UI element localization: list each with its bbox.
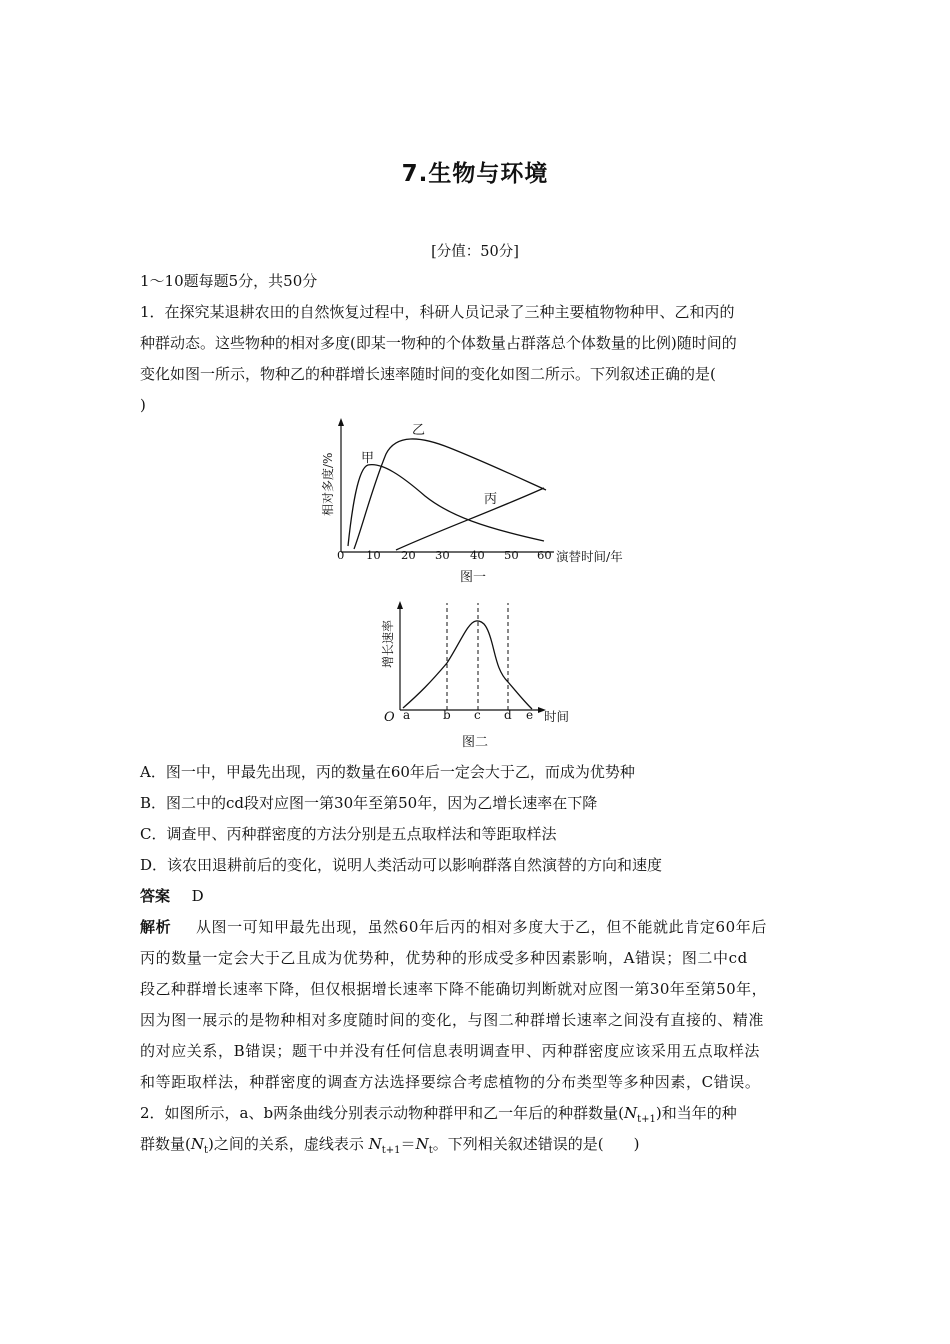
q2-sub-t: t xyxy=(203,1145,209,1156)
q2-equals: ＝ xyxy=(400,1135,416,1153)
intro-line: 1～10题每题5分，共50分 xyxy=(140,272,318,290)
q2-n-symbol: N xyxy=(623,1104,638,1122)
q1-stem-line-1: 1．在探究某退耕农田的自然恢复过程中，科研人员记录了三种主要植物物种甲、乙和丙的 xyxy=(140,303,735,321)
analysis-line-1 xyxy=(140,917,820,937)
label-jia: 甲 xyxy=(361,451,375,466)
q2-sub-t1: t+1 xyxy=(637,1114,656,1125)
score-note: [分值：50分] xyxy=(431,244,519,260)
q2-text-1a: 2．如图所示，a、b两条曲线分别表示动物种群甲和乙一年后的种群数量( xyxy=(140,1104,624,1122)
figure-1-chart xyxy=(310,418,650,590)
q1-option-d: D．该农田退耕前后的变化，说明人类活动可以影响群落自然演替的方向和速度 xyxy=(140,856,663,874)
fig2-caption: 图二 xyxy=(462,735,489,750)
point-e: e xyxy=(526,708,534,722)
q2-text-1b: )和当年的种 xyxy=(655,1104,737,1122)
fig1-xtick-30: 30 xyxy=(435,548,450,562)
fig1-xtick-0: 0 xyxy=(337,548,345,562)
q1-stem-line-2: 种群动态。这些物种的相对多度(即某一物种的个体数量占群落总个体数量的比例)随时间的 xyxy=(140,334,737,352)
fig1-xtick-50: 50 xyxy=(504,548,519,562)
q2-text-2a: 群数量( xyxy=(140,1135,191,1153)
page-title: 7.生物与环境 xyxy=(401,161,549,187)
fig1-xtick-60: 60 xyxy=(537,548,552,562)
point-c: c xyxy=(474,708,481,722)
point-a: a xyxy=(403,708,411,722)
fig2-x-label: 时间 xyxy=(544,709,570,724)
fig1-xtick-20: 20 xyxy=(401,548,416,562)
fig1-xtick-10: 10 xyxy=(366,548,381,562)
point-d: d xyxy=(504,708,512,722)
q1-option-c: C．调查甲、丙种群密度的方法分别是五点取样法和等距取样法 xyxy=(140,825,557,843)
analysis-line-2: 丙的数量一定会大于乙且成为优势种，优势种的形成受多种因素影响，A错误；图二中cd xyxy=(140,949,748,967)
curve-bing xyxy=(396,488,544,550)
answer-label: 答案 xyxy=(140,887,171,905)
q2-stem-line-2 xyxy=(140,1134,820,1161)
fig1-y-label: 相对多度/% xyxy=(321,452,335,516)
fig2-y-label: 增长速率 xyxy=(381,619,395,668)
q1-stem-line-4: ) xyxy=(140,396,146,414)
q1-stem-line-3: 变化如图一所示，物种乙的种群增长速率随时间的变化如图二所示。下列叙述正确的是( xyxy=(140,365,716,383)
analysis-line-4: 因为图一展示的是物种相对多度随时间的变化，与图二种群增长速率之间没有直接的、精准 xyxy=(140,1011,765,1029)
point-b: b xyxy=(443,708,451,722)
fig1-caption: 图一 xyxy=(460,570,487,585)
q2-n-symbol-2: N xyxy=(190,1135,204,1153)
analysis-text-1: 从图一可知甲最先出现，虽然60年后丙的相对多度大于乙，但不能就此肯定60年后 xyxy=(195,918,767,936)
fig1-x-label: 演替时间/年 xyxy=(556,549,623,564)
analysis-line-3: 段乙种群增长速率下降，但仅根据增长速率下降不能确切判断就对应图一第30年至第50年， xyxy=(140,980,768,998)
analysis-label: 解析 xyxy=(140,918,172,936)
q2-sub-t-2: t xyxy=(428,1145,433,1156)
figure-2-chart xyxy=(370,598,590,754)
q1-option-a: A．图一中，甲最先出现，丙的数量在60年后一定会大于乙，而成为优势种 xyxy=(140,763,635,781)
q2-text-2c: 。下列相关叙述错误的是( ) xyxy=(432,1135,640,1153)
curve-growth-rate xyxy=(403,621,532,709)
q2-stem-line-1 xyxy=(140,1103,820,1130)
fig1-xtick-40: 40 xyxy=(470,548,485,562)
analysis-line-5: 的对应关系，B错误；题干中并没有任何信息表明调查甲、丙种群密度应该采用五点取样法 xyxy=(140,1042,761,1060)
fig2-y-arrow xyxy=(397,601,403,609)
fig1-y-arrow xyxy=(338,418,344,426)
q1-option-b: B．图二中的cd段对应图一第30年至第50年，因为乙增长速率在下降 xyxy=(140,794,598,812)
q2-n-symbol-4: N xyxy=(415,1135,429,1153)
fig2-origin: O xyxy=(384,710,395,725)
q2-sub-t1-2: t+1 xyxy=(381,1145,401,1156)
q2-n-symbol-3: N xyxy=(368,1135,382,1153)
q1-answer-line xyxy=(140,886,820,906)
q2-text-2b: )之间的关系，虚线表示 xyxy=(208,1135,364,1153)
label-bing: 丙 xyxy=(484,492,498,507)
answer-value: D xyxy=(191,887,204,905)
curve-yi xyxy=(354,439,546,549)
label-yi: 乙 xyxy=(412,423,426,438)
analysis-line-6: 和等距取样法，种群密度的调查方法选择要综合考虑植物的分布类型等多种因素，C错误。 xyxy=(140,1073,761,1091)
